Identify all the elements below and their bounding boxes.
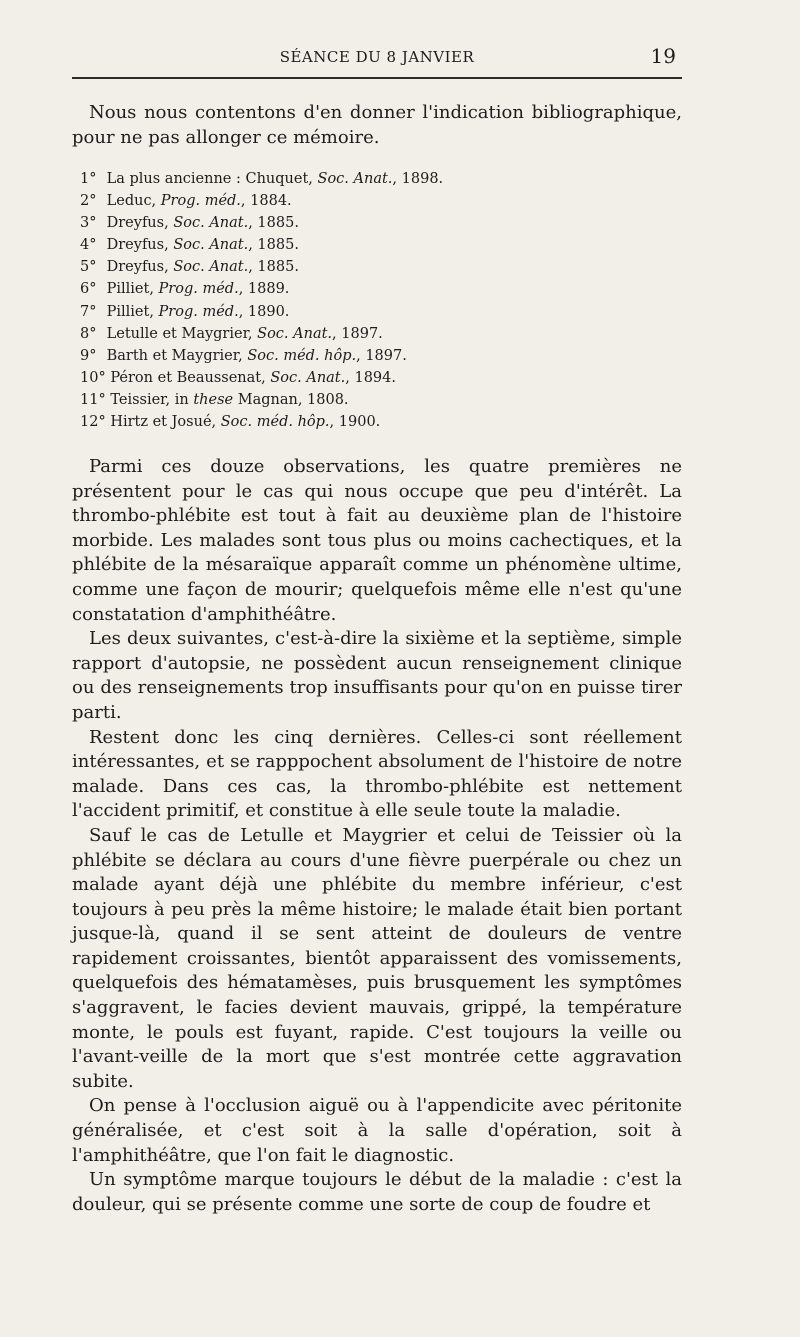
reference-item: 2° Leduc, Prog. méd., 1884. <box>80 193 292 210</box>
reference-item: 3° Dreyfus, Soc. Anat., 1885. <box>80 215 299 232</box>
reference-item: 1° La plus ancienne : Chuquet, Soc. Anat., 1898. <box>80 171 444 187</box>
reference-item: 6° Pilliet, Prog. méd., 1889. <box>80 281 290 298</box>
reference-item: 9° Barth et Maygrier, Soc. méd. hôp., 1897. <box>80 347 407 364</box>
page-header <box>72 44 682 70</box>
header-rule <box>72 77 682 79</box>
reference-item: 11° Teissier, in these Magnan, 1808. <box>80 391 349 408</box>
reference-item: 4° Dreyfus, Soc. Anat., 1885. <box>80 237 299 254</box>
intro-paragraph <box>72 101 682 150</box>
reference-item: 7° Pilliet, Prog. méd., 1890. <box>80 303 290 320</box>
reference-item: 5° Dreyfus, Soc. Anat., 1885. <box>80 259 299 276</box>
paragraph: On pense à l'occlusion aiguë ou à l'appendicite avec péritonite généralisée, et c'est soit à la salle d'opération, soit à l'amphithéâtre, que l'on fait le diagnostic. <box>72 1095 682 1166</box>
reference-list <box>72 168 682 433</box>
reference-item: 12° Hirtz et Josué, Soc. méd. hôp., 1900. <box>80 414 381 431</box>
reference-item: 10° Péron et Beaussenat, Soc. Anat., 1894. <box>80 369 396 386</box>
running-title: SÉANCE DU 8 JANVIER <box>279 48 475 66</box>
body-text <box>72 455 682 1217</box>
paragraph: Un symptôme marque toujours le début de la maladie : c'est la douleur, qui se présente comme une sorte de coup de foudre et <box>72 1169 682 1215</box>
paragraph: Restent donc les cinq dernières. Celles-ci sont réellement intéressantes, et se rapppochent absolument de l'histoire de notre malade. Dans ces cas, la thrombo-phlébite est nettement l'accident primitif, et constitue à elle seule toute la maladie. <box>72 726 682 822</box>
paragraph: Les deux suivantes, c'est-à-dire la sixième et la septième, simple rapport d'autopsie, ne possèdent aucun renseignement clinique ou des renseignements trop insuffisants pour qu'on en puisse tirer parti. <box>72 628 682 723</box>
intro-text: Nous nous contentons d'en donner l'indication bibliographique, pour ne pas allonger ce mémoire. <box>72 102 682 148</box>
paragraph: Sauf le cas de Letulle et Maygrier et celui de Teissier où la phlébite se déclara au cours d'une fièvre puerpérale ou chez un malade ayant déjà une phlébite du membre inférieur, c'est toujours à peu près la même histoire; le malade était bien portant jusque-là, quand il se sent atteint de douleurs de ventre rapidement croissantes, bientôt apparaissent des vomissements, quelquefois des hématamèses, puis brusquement les symptômes s'aggravent, le facies devient mauvais, grippé, la température monte, le pouls est fuyant, rapide. C'est toujours la veille ou l'avant-veille de la mort que s'est montrée cette aggravation subite. <box>72 824 682 1092</box>
paragraph: Parmi ces douze observations, les quatre premières ne présentent pour le cas qui nous occupe que peu d'intérêt. La thrombo-phlébite est tout à fait au deuxième plan de l'histoire morbide. Les malades sont tous plus ou moins cachectiques, et la phlébite de la mésaraïque apparaît comme un phénomène ultime, comme une façon de mourir; quelquefois même elle n'est qu'une constatation d'amphithéâtre. <box>72 456 682 625</box>
reference-item: 8° Letulle et Maygrier, Soc. Anat., 1897. <box>80 325 383 342</box>
page-number: 19 <box>650 44 676 68</box>
